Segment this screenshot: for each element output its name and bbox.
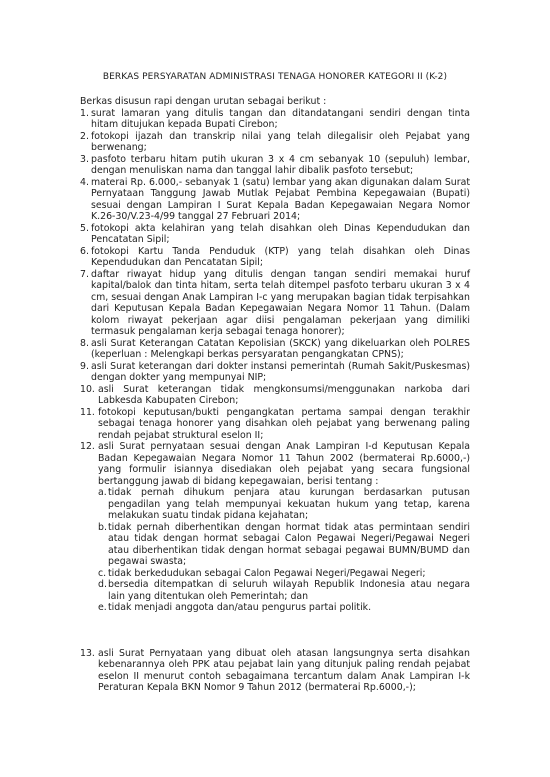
item-text: asli Surat keterangan tidak mengkonsumsi/menggunakan narkoba dari Labkesda Kabupaten Cirebon; [98, 383, 470, 406]
list-item [80, 441, 470, 614]
list-item [80, 108, 470, 131]
item-number: 4. [80, 176, 89, 188]
item-number: 7. [80, 268, 89, 280]
sub-item-letter: d. [98, 579, 107, 590]
item-text: fotokopi ijazah dan transkrip nilai yang telah dilegalisir oleh Pejabat yang berwenang; [91, 130, 470, 153]
sub-item-text: tidak pernah dihukum penjara atau kurungan berdasarkan putusan pengadilan yang telah mempunyai kekuatan hukum yang tetap, karena melakukan suatu tindak pidana kejahatan; [108, 487, 470, 521]
item-number: 1. [80, 107, 89, 119]
item-number: 2. [80, 130, 89, 142]
item-text: materai Rp. 6.000,- sebanyak 1 (satu) lembar yang akan digunakan dalam Surat Pernyataan Tanggung Jawab Mutlak Pejabat Pembina Kepegawaian (Bupati) sesuai dengan Lampiran I Surat Kepala Badan Kepegawaian Negara Nomor K.26-30/V.23-4/99 tanggal 27 Februari 2014; [91, 176, 470, 222]
sub-item-letter: b. [98, 521, 107, 533]
sub-item-letter: c. [98, 567, 107, 579]
item-number: 10. [80, 383, 95, 395]
item-text: fotokopi akta kelahiran yang telah disahkan oleh Dinas Kependudukan dan Pencatatan Sipil; [91, 222, 470, 245]
sub-item [98, 579, 470, 602]
item-number: 12. [80, 441, 95, 452]
requirements-list-continued [80, 648, 470, 694]
list-item [80, 246, 470, 269]
sub-item [98, 602, 470, 614]
sub-item-letter: a. [98, 487, 107, 498]
paragraph-gap [80, 614, 470, 648]
sub-item-text: tidak berkedudukan sebagai Calon Pegawai Negeri/Pegawai Negeri; [108, 567, 426, 579]
sub-item [98, 568, 470, 580]
item-number: 11. [80, 406, 95, 418]
item-text: surat lamaran yang ditulis tangan dan ditandatangani sendiri dengan tinta hitam ditujukan kepada Bupati Cirebon; [91, 107, 470, 130]
intro-text: Berkas disusun rapi dengan urutan sebagai berikut : [80, 96, 327, 107]
list-item [80, 338, 470, 361]
document-body [80, 96, 470, 694]
sub-item-text: tidak pernah diberhentikan dengan hormat tidak atas permintaan sendiri atau tidak dengan hormat sebagai Calon Pegawai Negeri/Pegawai Negeri atau diberhentikan tidak dengan hormat sebagai pegawai BUMN/BUMD dan pegawai swasta; [108, 521, 470, 567]
item-text: asli Surat keterangan dari dokter instansi pemerintah (Rumah Sakit/Puskesmas) dengan dokter yang mempunyai NIP; [91, 360, 470, 383]
sub-item-letter: e. [98, 602, 107, 613]
list-item [80, 361, 470, 384]
item-number: 5. [80, 222, 89, 234]
list-item [80, 223, 470, 246]
item-text: asli Surat Pernyataan yang dibuat oleh atasan langsungnya serta disahkan kebenarannya oleh PPK atau pejabat lain yang ditunjuk paling rendah pejabat eselon II menurut contoh sebagaimana tercantum dalam Anak Lampiran I-k Peraturan Kepala BKN Nomor 9 Tahun 2012 (bermaterai Rp.6000,-); [98, 647, 470, 693]
sub-item-text: bersedia ditempatkan di seluruh wilayah Republik Indonesia atau negara lain yang ditentukan oleh Pemerintah; dan [108, 579, 470, 602]
item-text: asli Surat Keterangan Catatan Kepolisian (SKCK) yang dikeluarkan oleh POLRES (keperluan : Melengkapi berkas persyaratan pengangkatan CPNS); [91, 337, 470, 360]
list-item [80, 269, 470, 338]
sub-item-text: tidak menjadi anggota dan/atau pengurus partai politik. [108, 602, 372, 613]
item-number: 9. [80, 360, 89, 372]
sub-item [98, 522, 470, 568]
list-item [80, 177, 470, 223]
list-item [80, 407, 470, 442]
list-item [80, 384, 470, 407]
list-item [80, 154, 470, 177]
list-item [80, 648, 470, 694]
item-number: 6. [80, 245, 89, 257]
item-number: 13. [80, 647, 95, 659]
item-text: pasfoto terbaru hitam putih ukuran 3 x 4 cm sebanyak 10 (sepuluh) lembar, dengan menuliskan nama dan tanggal lahir dibalik pasfoto tersebut; [91, 153, 470, 176]
item-body [98, 441, 470, 614]
sub-item [98, 487, 470, 522]
item-text: fotokopi Kartu Tanda Penduduk (KTP) yang telah disahkan oleh Dinas Kependudukan dan Pencatatan Sipil; [91, 245, 470, 268]
item-text: asli Surat pernyataan sesuai dengan Anak Lampiran I-d Keputusan Kepala Badan Kepegawaian Negara Nomor 11 Tahun 2002 (bermaterai Rp.6000,-) yang formulir isiannya disediakan oleh pejabat yang secara fungsional bertanggung jawab di bidang kepegawaian, berisi tentang : [98, 441, 470, 487]
item-number: 8. [80, 337, 89, 349]
list-item [80, 131, 470, 154]
document-title: BERKAS PERSYARATAN ADMINISTRASI TENAGA HONORER KATEGORI II (K-2) [102, 72, 448, 82]
item-text: daftar riwayat hidup yang ditulis dengan tangan sendiri memakai huruf kapital/balok dan tinta hitam, serta telah ditempel pasfoto terbaru ukuran 3 x 4 cm, sesuai dengan Anak Lampiran I-c yang merupakan bagian tidak terpisahkan dari Keputusan Kepala Badan Kepegawaian Negara Nomor 11 Tahun. (Dalam kolom riwayat pekerjaan agar diisi pengalaman pekerjaan yang dimiliki termasuk pengalaman kerja sebagai tenaga honorer); [91, 268, 470, 337]
sub-list [98, 487, 470, 614]
item-text: fotokopi keputusan/bukti pengangkatan pertama sampai dengan terakhir sebagai tenaga honorer yang disahkan oleh pejabat yang berwenang paling rendah pejabat struktural eselon II; [98, 406, 470, 441]
requirements-list [80, 108, 470, 614]
item-number: 3. [80, 153, 89, 165]
